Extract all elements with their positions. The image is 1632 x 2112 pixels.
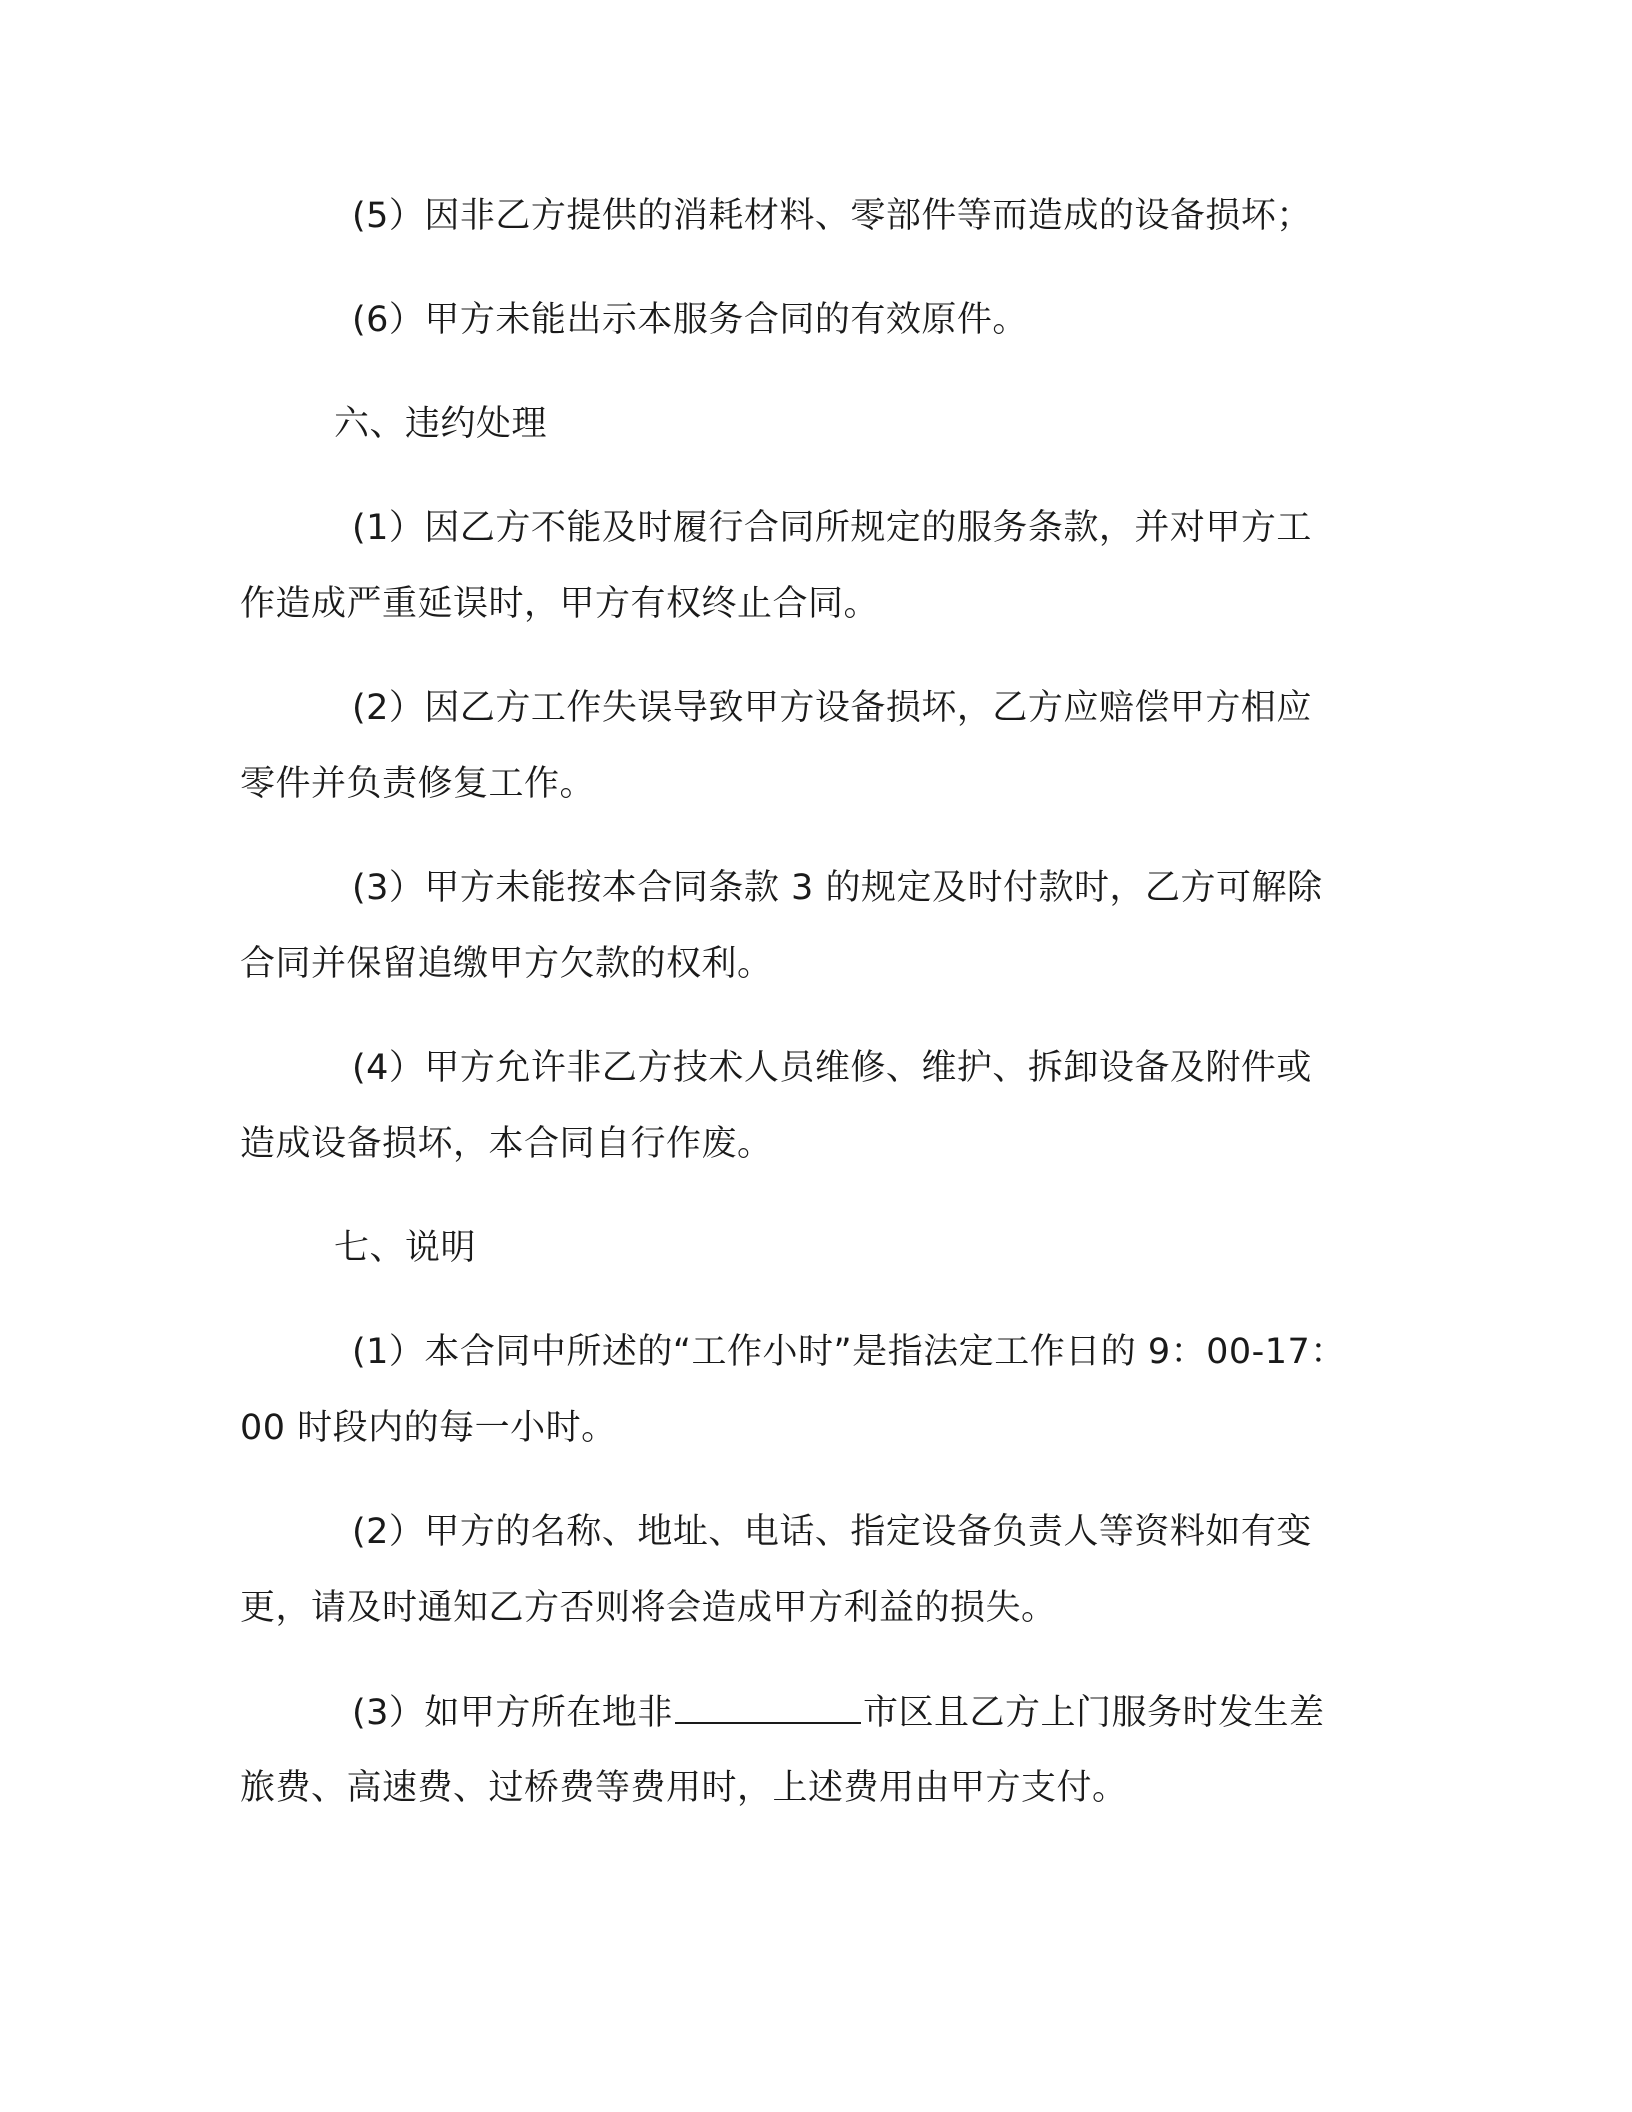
section-7-paragraph-1-line-1: (1）本合同中所述的“工作小时”是指法定工作日的 9：00-17： — [352, 1332, 1346, 1372]
section-6-heading: 六、违约处理 — [334, 404, 548, 444]
section-7-heading: 七、说明 — [334, 1228, 477, 1268]
section-6-paragraph-3-line-2: 合同并保留追缴甲方欠款的权利。 — [240, 944, 773, 984]
section-6-paragraph-4-line-1: (4）甲方允许非乙方技术人员维修、维护、拆卸设备及附件或 — [352, 1048, 1312, 1088]
section-7-paragraph-1-line-2: 00 时段内的每一小时。 — [240, 1408, 617, 1448]
section-7-paragraph-3-text-after: 市区且乙方上门服务时发生差 — [862, 1693, 1325, 1733]
section-7-paragraph-3-line-1 — [352, 1692, 1324, 1733]
item-5: (5）因非乙方提供的消耗材料、零部件等而造成的设备损坏； — [352, 196, 1312, 236]
section-6-paragraph-1-line-2: 作造成严重延误时，甲方有权终止合同。 — [240, 584, 880, 624]
section-7-paragraph-2-line-2: 更，请及时通知乙方否则将会造成甲方利益的损失。 — [240, 1588, 1057, 1628]
section-6-paragraph-2-line-1: (2）因乙方工作失误导致甲方设备损坏，乙方应赔偿甲方相应 — [352, 688, 1312, 728]
item-6: (6）甲方未能出示本服务合同的有效原件。 — [352, 300, 1028, 340]
section-6-paragraph-4-line-2: 造成设备损坏，本合同自行作废。 — [240, 1124, 773, 1164]
section-6-paragraph-3-line-1: (3）甲方未能按本合同条款 3 的规定及时付款时，乙方可解除 — [352, 868, 1323, 908]
section-7-paragraph-2-line-1: (2）甲方的名称、地址、电话、指定设备负责人等资料如有变 — [352, 1512, 1312, 1552]
section-7-paragraph-3-text-before: (3）如甲方所在地非 — [352, 1693, 673, 1733]
section-7-paragraph-3-line-2: 旅费、高速费、过桥费等费用时，上述费用由甲方支付。 — [240, 1768, 1128, 1808]
fill-in-blank — [675, 1692, 861, 1724]
section-6-paragraph-2-line-2: 零件并负责修复工作。 — [240, 764, 596, 804]
section-6-paragraph-1-line-1: (1）因乙方不能及时履行合同所规定的服务条款，并对甲方工 — [352, 508, 1312, 548]
